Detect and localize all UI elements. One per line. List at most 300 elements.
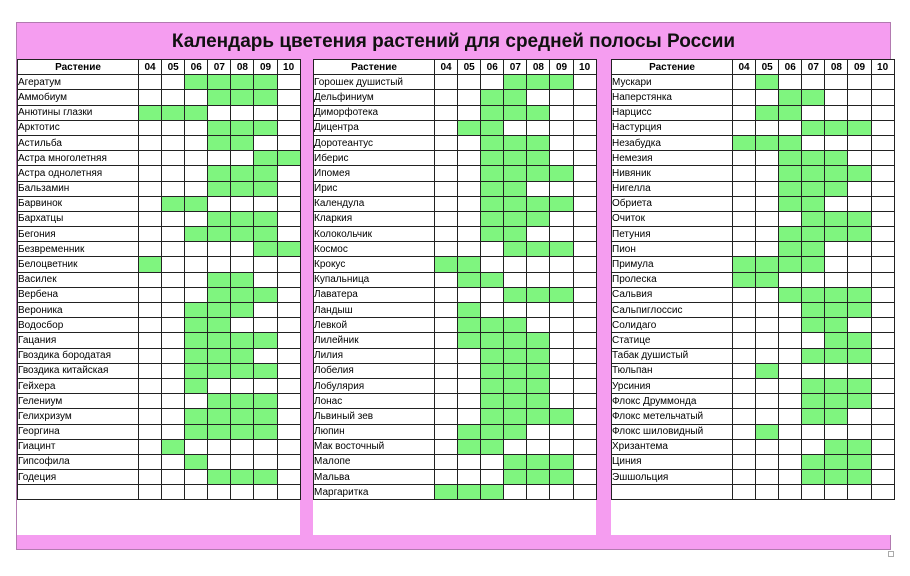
table-row	[314, 90, 597, 105]
plant-name: Космос	[314, 242, 435, 257]
empty-cell	[871, 439, 894, 454]
empty-cell	[733, 242, 756, 257]
empty-cell	[871, 454, 894, 469]
bloom-cell	[231, 120, 254, 135]
bloom-cell	[825, 409, 848, 424]
bloom-cell	[481, 196, 504, 211]
plant-name: Хризантема	[612, 439, 733, 454]
plant-name: Бальзамин	[18, 181, 139, 196]
empty-cell	[481, 454, 504, 469]
bloom-cell	[481, 151, 504, 166]
bloom-cell	[825, 120, 848, 135]
bloom-cell	[185, 333, 208, 348]
empty-cell	[779, 363, 802, 378]
bloom-cell	[481, 394, 504, 409]
empty-cell	[435, 363, 458, 378]
empty-cell	[550, 181, 573, 196]
resize-handle[interactable]	[888, 551, 894, 557]
bloom-cell	[504, 318, 527, 333]
empty-cell	[231, 485, 254, 500]
bloom-cell	[162, 196, 185, 211]
table-row	[314, 257, 597, 272]
empty-cell	[162, 135, 185, 150]
empty-cell	[848, 196, 871, 211]
empty-cell	[162, 151, 185, 166]
empty-cell	[277, 318, 300, 333]
empty-cell	[871, 242, 894, 257]
table-row	[18, 242, 301, 257]
empty-cell	[733, 439, 756, 454]
table-row	[612, 363, 895, 378]
empty-cell	[277, 196, 300, 211]
month-column-header: 06	[481, 60, 504, 75]
empty-cell	[435, 120, 458, 135]
empty-cell	[550, 424, 573, 439]
plant-name: Лонас	[314, 394, 435, 409]
empty-cell	[435, 409, 458, 424]
bloom-cell	[231, 333, 254, 348]
bloom-cell	[254, 120, 277, 135]
bloom-cell	[185, 318, 208, 333]
empty-cell	[733, 211, 756, 226]
empty-cell	[254, 135, 277, 150]
empty-cell	[733, 287, 756, 302]
empty-cell	[848, 242, 871, 257]
empty-cell	[733, 75, 756, 90]
plant-name: Лобелия	[314, 363, 435, 378]
bloom-cell	[481, 211, 504, 226]
bloom-cell	[756, 424, 779, 439]
empty-cell	[756, 378, 779, 393]
table-row	[18, 454, 301, 469]
bloom-cell	[527, 287, 550, 302]
table-row	[18, 166, 301, 181]
empty-cell	[162, 454, 185, 469]
bloom-cell	[185, 75, 208, 90]
empty-cell	[527, 227, 550, 242]
empty-cell	[779, 272, 802, 287]
table-row	[612, 227, 895, 242]
empty-cell	[733, 394, 756, 409]
empty-cell	[733, 454, 756, 469]
bloom-cell	[504, 409, 527, 424]
plant-name: Крокус	[314, 257, 435, 272]
bloom-cell	[825, 333, 848, 348]
empty-cell	[550, 394, 573, 409]
empty-cell	[162, 227, 185, 242]
empty-cell	[277, 439, 300, 454]
plant-name: Вероника	[18, 303, 139, 318]
empty-cell	[573, 166, 596, 181]
empty-cell	[139, 439, 162, 454]
empty-cell	[162, 303, 185, 318]
plant-name: Гелихризум	[18, 409, 139, 424]
empty-cell	[435, 227, 458, 242]
table-row	[18, 196, 301, 211]
plant-name: Доротеантус	[314, 135, 435, 150]
month-column-header: 07	[504, 60, 527, 75]
plant-name: Гвоздика китайская	[18, 363, 139, 378]
bloom-cell	[481, 424, 504, 439]
empty-cell	[550, 90, 573, 105]
empty-cell	[435, 181, 458, 196]
bloom-cell	[231, 75, 254, 90]
bloom-cell	[208, 318, 231, 333]
bloom-cell	[185, 227, 208, 242]
plant-name: Арктотис	[18, 120, 139, 135]
empty-cell	[733, 90, 756, 105]
bloom-cell	[185, 454, 208, 469]
table-row	[612, 135, 895, 150]
empty-cell	[848, 363, 871, 378]
month-column-header: 04	[139, 60, 162, 75]
empty-cell	[871, 135, 894, 150]
panel-1	[17, 59, 300, 535]
plant-name: Малопе	[314, 454, 435, 469]
empty-cell	[277, 378, 300, 393]
bloom-cell	[504, 135, 527, 150]
empty-cell	[458, 196, 481, 211]
bloom-cell	[550, 409, 573, 424]
plant-name: Ландыш	[314, 303, 435, 318]
plant-name: Петуния	[612, 227, 733, 242]
empty-cell	[277, 181, 300, 196]
empty-cell	[208, 151, 231, 166]
table-row	[18, 227, 301, 242]
plant-name: Ирис	[314, 181, 435, 196]
bloom-cell	[504, 151, 527, 166]
bloom-cell	[208, 272, 231, 287]
table-row	[612, 90, 895, 105]
empty-cell	[756, 303, 779, 318]
empty-cell	[185, 242, 208, 257]
bloom-cell	[231, 135, 254, 150]
bloom-cell	[504, 348, 527, 363]
empty-cell	[756, 242, 779, 257]
bloom-cell	[825, 151, 848, 166]
empty-cell	[848, 90, 871, 105]
bloom-cell	[504, 333, 527, 348]
bloom-cell	[208, 120, 231, 135]
table-row	[18, 75, 301, 90]
empty-cell	[254, 378, 277, 393]
empty-cell	[185, 394, 208, 409]
table-row	[612, 105, 895, 120]
table-row	[612, 485, 895, 500]
plant-name: Бархатцы	[18, 211, 139, 226]
empty-cell	[550, 303, 573, 318]
empty-cell	[139, 470, 162, 485]
empty-cell	[435, 424, 458, 439]
empty-cell	[573, 409, 596, 424]
plant-name: Аммобиум	[18, 90, 139, 105]
bloom-cell	[208, 470, 231, 485]
empty-cell	[435, 470, 458, 485]
plant-name: Астра многолетняя	[18, 151, 139, 166]
bloom-cell	[825, 181, 848, 196]
bloom-cell	[208, 424, 231, 439]
table-row	[314, 454, 597, 469]
bloom-cell	[527, 166, 550, 181]
bloom-cell	[481, 348, 504, 363]
empty-cell	[435, 454, 458, 469]
empty-cell	[802, 485, 825, 500]
empty-cell	[162, 257, 185, 272]
empty-cell	[802, 135, 825, 150]
empty-cell	[139, 90, 162, 105]
month-column-header: 08	[825, 60, 848, 75]
empty-cell	[458, 181, 481, 196]
plant-name: Агератум	[18, 75, 139, 90]
empty-cell	[871, 227, 894, 242]
empty-cell	[871, 211, 894, 226]
table-row	[612, 454, 895, 469]
plant-name: Примула	[612, 257, 733, 272]
bloom-cell	[435, 257, 458, 272]
bloom-cell	[802, 303, 825, 318]
plant-name: Барвинок	[18, 196, 139, 211]
empty-cell	[573, 75, 596, 90]
bloom-cell	[504, 287, 527, 302]
bloom-cell	[779, 151, 802, 166]
bloom-cell	[848, 394, 871, 409]
empty-cell	[733, 303, 756, 318]
bloom-cell	[481, 105, 504, 120]
empty-cell	[871, 75, 894, 90]
empty-cell	[162, 75, 185, 90]
bloom-cell	[185, 105, 208, 120]
bloom-cell	[802, 242, 825, 257]
empty-cell	[162, 424, 185, 439]
bloom-cell	[458, 439, 481, 454]
bloom-cell	[825, 227, 848, 242]
empty-cell	[848, 424, 871, 439]
bloom-cell	[504, 454, 527, 469]
table-row	[18, 439, 301, 454]
empty-cell	[162, 378, 185, 393]
empty-cell	[825, 135, 848, 150]
bloom-cell	[550, 287, 573, 302]
bloom-cell	[208, 394, 231, 409]
plant-name: Белоцветник	[18, 257, 139, 272]
empty-cell	[573, 211, 596, 226]
table-header-row	[314, 60, 597, 75]
table-row	[18, 151, 301, 166]
empty-cell	[435, 105, 458, 120]
bloom-cell	[848, 303, 871, 318]
empty-cell	[162, 287, 185, 302]
table-row	[612, 211, 895, 226]
empty-cell	[458, 211, 481, 226]
empty-cell	[162, 318, 185, 333]
empty-cell	[254, 485, 277, 500]
plant-name: Василек	[18, 272, 139, 287]
empty-cell	[756, 454, 779, 469]
bloom-cell	[162, 439, 185, 454]
bloom-cell	[208, 181, 231, 196]
month-column-header: 06	[185, 60, 208, 75]
empty-cell	[139, 424, 162, 439]
table-row	[314, 348, 597, 363]
table-row	[18, 378, 301, 393]
bloom-cell	[231, 211, 254, 226]
empty-cell	[527, 303, 550, 318]
bloom-cell	[779, 166, 802, 181]
table-row	[612, 303, 895, 318]
empty-cell	[848, 272, 871, 287]
table-row	[314, 333, 597, 348]
bloom-cell	[504, 227, 527, 242]
empty-cell	[162, 363, 185, 378]
bloom-cell	[481, 166, 504, 181]
bloom-table	[611, 59, 895, 500]
empty-cell	[162, 90, 185, 105]
bloom-cell	[527, 409, 550, 424]
plant-name: Анютины глазки	[18, 105, 139, 120]
empty-cell	[871, 272, 894, 287]
table-row	[314, 75, 597, 90]
empty-cell	[756, 333, 779, 348]
empty-cell	[277, 470, 300, 485]
month-column-header: 05	[458, 60, 481, 75]
bloom-cell	[756, 257, 779, 272]
empty-cell	[779, 409, 802, 424]
empty-cell	[435, 151, 458, 166]
empty-cell	[779, 211, 802, 226]
bloom-cell	[231, 470, 254, 485]
bloom-cell	[779, 242, 802, 257]
empty-cell	[162, 485, 185, 500]
empty-cell	[825, 363, 848, 378]
empty-cell	[277, 348, 300, 363]
bloom-cell	[527, 135, 550, 150]
bloom-cell	[825, 470, 848, 485]
empty-cell	[504, 120, 527, 135]
empty-cell	[185, 151, 208, 166]
empty-cell	[871, 409, 894, 424]
empty-cell	[162, 242, 185, 257]
plant-name: Лилейник	[314, 333, 435, 348]
plant-name: Флокс шиловидный	[612, 424, 733, 439]
bloom-cell	[779, 90, 802, 105]
bloom-cell	[825, 166, 848, 181]
table-row	[314, 303, 597, 318]
empty-cell	[527, 424, 550, 439]
empty-cell	[756, 151, 779, 166]
bloom-cell	[504, 166, 527, 181]
empty-cell	[825, 105, 848, 120]
empty-cell	[871, 303, 894, 318]
bloom-cell	[481, 378, 504, 393]
empty-cell	[139, 75, 162, 90]
empty-cell	[481, 470, 504, 485]
empty-cell	[277, 211, 300, 226]
table-row	[314, 378, 597, 393]
empty-cell	[733, 348, 756, 363]
empty-cell	[733, 363, 756, 378]
empty-cell	[871, 348, 894, 363]
plant-name: Сальвия	[612, 287, 733, 302]
bloom-cell	[481, 333, 504, 348]
bloom-cell	[435, 485, 458, 500]
empty-cell	[756, 90, 779, 105]
empty-cell	[573, 333, 596, 348]
empty-cell	[139, 120, 162, 135]
empty-cell	[458, 409, 481, 424]
empty-cell	[550, 348, 573, 363]
bloom-cell	[231, 166, 254, 181]
empty-cell	[139, 363, 162, 378]
bloom-cell	[231, 424, 254, 439]
empty-cell	[871, 105, 894, 120]
bloom-cell	[481, 135, 504, 150]
empty-cell	[231, 318, 254, 333]
empty-cell	[435, 75, 458, 90]
bloom-cell	[825, 378, 848, 393]
table-row	[314, 227, 597, 242]
empty-cell	[779, 333, 802, 348]
empty-cell	[139, 151, 162, 166]
empty-cell	[231, 454, 254, 469]
plant-name: Годеция	[18, 470, 139, 485]
bloom-cell	[550, 75, 573, 90]
plant-name: Нивяник	[612, 166, 733, 181]
empty-cell	[254, 348, 277, 363]
empty-cell	[185, 272, 208, 287]
bloom-cell	[825, 287, 848, 302]
plant-name: Тюльпан	[612, 363, 733, 378]
bloom-cell	[254, 363, 277, 378]
month-column-header: 05	[756, 60, 779, 75]
bloom-cell	[231, 90, 254, 105]
bloom-cell	[848, 211, 871, 226]
empty-cell	[871, 257, 894, 272]
empty-cell	[550, 120, 573, 135]
table-row	[314, 363, 597, 378]
table-row	[612, 75, 895, 90]
plant-name: Ипомея	[314, 166, 435, 181]
empty-cell	[779, 318, 802, 333]
empty-cell	[458, 394, 481, 409]
bloom-cell	[185, 348, 208, 363]
plant-name: Лилия	[314, 348, 435, 363]
plant-name: Солидаго	[612, 318, 733, 333]
empty-cell	[573, 227, 596, 242]
empty-cell	[277, 409, 300, 424]
table-row	[314, 470, 597, 485]
plant-name: Статице	[612, 333, 733, 348]
bloom-cell	[254, 90, 277, 105]
empty-cell	[435, 439, 458, 454]
empty-cell	[871, 120, 894, 135]
empty-cell	[185, 181, 208, 196]
bloom-cell	[527, 242, 550, 257]
plant-name: Гвоздика бородатая	[18, 348, 139, 363]
empty-cell	[435, 287, 458, 302]
bloom-cell	[254, 333, 277, 348]
empty-cell	[825, 242, 848, 257]
empty-cell	[573, 394, 596, 409]
bloom-cell	[231, 394, 254, 409]
empty-cell	[185, 135, 208, 150]
bloom-cell	[825, 348, 848, 363]
empty-cell	[733, 181, 756, 196]
bloom-cell	[185, 378, 208, 393]
bloom-cell	[231, 227, 254, 242]
bloom-cell	[139, 257, 162, 272]
table-row	[314, 135, 597, 150]
empty-cell	[139, 303, 162, 318]
